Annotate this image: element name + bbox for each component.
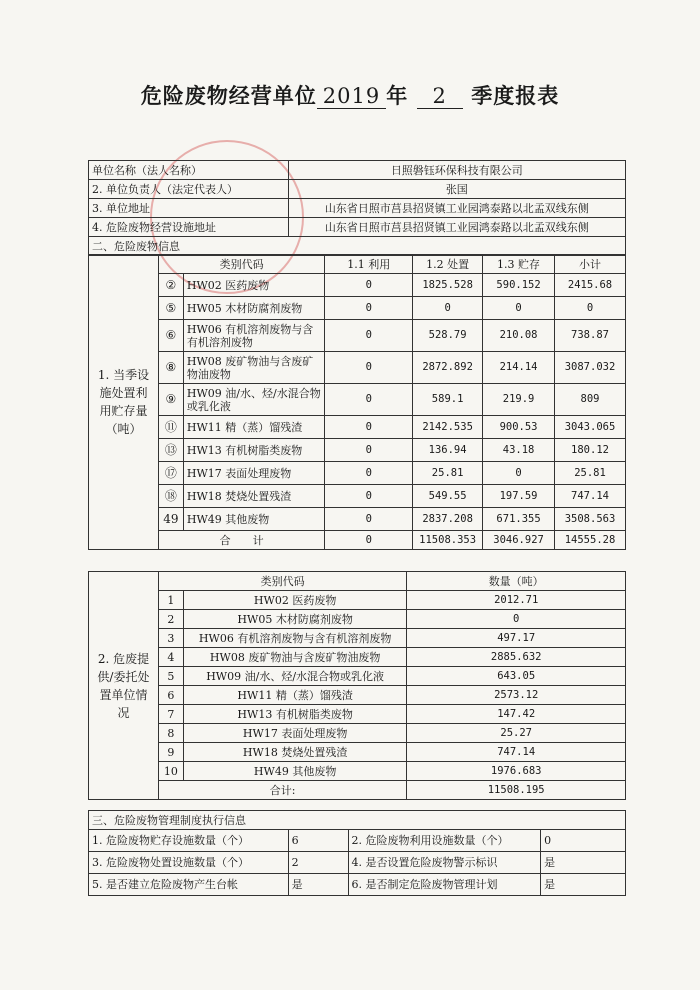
header-dispose: 1.2 处置 <box>413 255 483 274</box>
supply-number: 4 <box>158 648 183 667</box>
store-value: 219.9 <box>483 384 555 416</box>
category-name: HW09 油/水、烃/水混合物或乳化液 <box>183 384 325 416</box>
supply-row <box>89 591 626 610</box>
management-label: 3. 危险废物处置设施数量（个） <box>89 852 289 874</box>
supply-category-name: HW06 有机溶剂废物与含有机溶剂废物 <box>183 629 407 648</box>
dispose-value: 2837.208 <box>413 508 483 531</box>
supply-row <box>89 610 626 629</box>
management-row <box>89 852 626 874</box>
category-name: HW13 有机树脂类废物 <box>183 439 325 462</box>
management-label: 6. 是否制定危险废物管理计划 <box>348 874 541 896</box>
management-value: 是 <box>288 874 348 896</box>
storage-row <box>89 384 626 416</box>
supply-header-qty: 数量（吨） <box>407 572 626 591</box>
basic-value: 张国 <box>288 180 625 199</box>
category-name: HW05 木材防腐剂废物 <box>183 297 325 320</box>
dispose-value: 2142.535 <box>413 416 483 439</box>
category-name: HW08 废矿物油与含废矿物油废物 <box>183 352 325 384</box>
basic-label: 2. 单位负责人（法定代表人） <box>89 180 289 199</box>
supply-total-row <box>89 781 626 800</box>
store-value: 214.14 <box>483 352 555 384</box>
dispose-value: 136.94 <box>413 439 483 462</box>
use-value: 0 <box>325 462 413 485</box>
use-value: 0 <box>325 352 413 384</box>
subtotal-value: 3087.032 <box>555 352 626 384</box>
storage-row <box>89 485 626 508</box>
storage-row <box>89 439 626 462</box>
dispose-value: 1825.528 <box>413 274 483 297</box>
supply-category-name: HW49 其他废物 <box>183 762 407 781</box>
storage-row <box>89 297 626 320</box>
use-value: 0 <box>325 508 413 531</box>
storage-table <box>88 254 626 550</box>
management-label: 2. 危险废物利用设施数量（个） <box>348 830 541 852</box>
storage-side-label: 1. 当季设施处置利用贮存量（吨） <box>89 255 159 550</box>
supply-category-name: HW08 废矿物油与含废矿物油废物 <box>183 648 407 667</box>
storage-row <box>89 320 626 352</box>
management-value: 是 <box>541 874 626 896</box>
management-value: 0 <box>541 830 626 852</box>
store-value: 0 <box>483 297 555 320</box>
use-value: 0 <box>325 274 413 297</box>
total-label: 合 计 <box>158 531 325 550</box>
supply-number: 9 <box>158 743 183 762</box>
supply-category-name: HW02 医药废物 <box>183 591 407 610</box>
supply-qty: 643.05 <box>407 667 626 686</box>
supply-number: 8 <box>158 724 183 743</box>
store-value: 197.59 <box>483 485 555 508</box>
supply-qty: 747.14 <box>407 743 626 762</box>
basic-row <box>89 161 626 180</box>
subtotal-value: 2415.68 <box>555 274 626 297</box>
total-dispose: 11508.353 <box>413 531 483 550</box>
supply-row <box>89 629 626 648</box>
basic-row <box>89 218 626 237</box>
header-use: 1.1 利用 <box>325 255 413 274</box>
supply-total-label: 合计: <box>158 781 407 800</box>
storage-row <box>89 416 626 439</box>
title-year: 2019 <box>317 84 386 109</box>
category-name: HW18 焚烧处置残渣 <box>183 485 325 508</box>
header-category: 类别代码 <box>158 255 325 274</box>
store-value: 671.355 <box>483 508 555 531</box>
subtotal-value: 3508.563 <box>555 508 626 531</box>
management-label: 5. 是否建立危险废物产生台帐 <box>89 874 289 896</box>
supply-side-label: 2. 危废提供/委托处置单位情况 <box>89 572 159 800</box>
management-row <box>89 874 626 896</box>
dispose-value: 549.55 <box>413 485 483 508</box>
supply-number: 3 <box>158 629 183 648</box>
supply-row <box>89 648 626 667</box>
basic-label: 单位名称（法人名称） <box>89 161 289 180</box>
supply-number: 7 <box>158 705 183 724</box>
category-number: ⑤ <box>158 297 183 320</box>
supply-qty: 0 <box>407 610 626 629</box>
storage-row <box>89 352 626 384</box>
basic-label: 3. 单位地址 <box>89 199 289 218</box>
supply-qty: 25.27 <box>407 724 626 743</box>
supply-total-qty: 11508.195 <box>407 781 626 800</box>
use-value: 0 <box>325 416 413 439</box>
category-name: HW02 医药废物 <box>183 274 325 297</box>
management-value: 6 <box>288 830 348 852</box>
supply-category-name: HW11 精（蒸）馏残渣 <box>183 686 407 705</box>
store-value: 900.53 <box>483 416 555 439</box>
section2-row <box>89 237 626 256</box>
use-value: 0 <box>325 485 413 508</box>
subtotal-value: 738.87 <box>555 320 626 352</box>
use-value: 0 <box>325 297 413 320</box>
supply-number: 5 <box>158 667 183 686</box>
title-prefix: 危险废物经营单位 <box>140 83 317 108</box>
title-suffix: 季度报表 <box>471 83 560 108</box>
category-number: ⑥ <box>158 320 183 352</box>
supply-category-name: HW17 表面处理废物 <box>183 724 407 743</box>
supply-qty: 1976.683 <box>407 762 626 781</box>
title-quarter: 2 <box>417 84 463 109</box>
use-value: 0 <box>325 320 413 352</box>
supply-row <box>89 724 626 743</box>
supply-number: 6 <box>158 686 183 705</box>
management-row <box>89 830 626 852</box>
subtotal-value: 809 <box>555 384 626 416</box>
category-number: ⑰ <box>158 462 183 485</box>
supply-row <box>89 705 626 724</box>
dispose-value: 589.1 <box>413 384 483 416</box>
supply-category-name: HW13 有机树脂类废物 <box>183 705 407 724</box>
storage-total-row <box>89 531 626 550</box>
store-value: 210.08 <box>483 320 555 352</box>
supply-qty: 2885.632 <box>407 648 626 667</box>
supply-qty: 147.42 <box>407 705 626 724</box>
store-value: 590.152 <box>483 274 555 297</box>
section3-row <box>89 811 626 830</box>
supply-category-name: HW05 木材防腐剂废物 <box>183 610 407 629</box>
basic-label: 4. 危险废物经营设施地址 <box>89 218 289 237</box>
subtotal-value: 0 <box>555 297 626 320</box>
supply-row <box>89 667 626 686</box>
store-value: 0 <box>483 462 555 485</box>
storage-row <box>89 274 626 297</box>
supply-qty: 2573.12 <box>407 686 626 705</box>
supply-row <box>89 743 626 762</box>
supply-category-name: HW18 焚烧处置残渣 <box>183 743 407 762</box>
supply-header-category: 类别代码 <box>158 572 407 591</box>
report-title <box>0 80 700 110</box>
category-number: 49 <box>158 508 183 531</box>
supply-number: 1 <box>158 591 183 610</box>
supply-number: 10 <box>158 762 183 781</box>
dispose-value: 0 <box>413 297 483 320</box>
management-value: 是 <box>541 852 626 874</box>
dispose-value: 25.81 <box>413 462 483 485</box>
management-table <box>88 810 626 896</box>
category-number: ⑱ <box>158 485 183 508</box>
basic-row <box>89 199 626 218</box>
basic-row <box>89 180 626 199</box>
supply-table <box>88 571 626 800</box>
supply-number: 2 <box>158 610 183 629</box>
section3-title: 三、危险废物管理制度执行信息 <box>89 811 626 830</box>
basic-value: 山东省日照市莒县招贤镇工业园鸿泰路以北孟双线东侧 <box>288 218 625 237</box>
total-use: 0 <box>325 531 413 550</box>
header-store: 1.3 贮存 <box>483 255 555 274</box>
use-value: 0 <box>325 439 413 462</box>
basic-value: 山东省日照市莒县招贤镇工业园鸿泰路以北孟双线东侧 <box>288 199 625 218</box>
category-number: ⑪ <box>158 416 183 439</box>
store-value: 43.18 <box>483 439 555 462</box>
category-name: HW17 表面处理废物 <box>183 462 325 485</box>
storage-row <box>89 508 626 531</box>
supply-row <box>89 686 626 705</box>
header-subtotal: 小计 <box>555 255 626 274</box>
total-store: 3046.927 <box>483 531 555 550</box>
subtotal-value: 25.81 <box>555 462 626 485</box>
storage-header-row <box>89 255 626 274</box>
management-label: 1. 危险废物贮存设施数量（个） <box>89 830 289 852</box>
subtotal-value: 180.12 <box>555 439 626 462</box>
dispose-value: 528.79 <box>413 320 483 352</box>
storage-row <box>89 462 626 485</box>
supply-qty: 2012.71 <box>407 591 626 610</box>
supply-row <box>89 762 626 781</box>
management-value: 2 <box>288 852 348 874</box>
subtotal-value: 747.14 <box>555 485 626 508</box>
category-number: ⑧ <box>158 352 183 384</box>
category-name: HW49 其他废物 <box>183 508 325 531</box>
supply-header-row <box>89 572 626 591</box>
management-label: 4. 是否设置危险废物警示标识 <box>348 852 541 874</box>
category-name: HW06 有机溶剂废物与含有机溶剂废物 <box>183 320 325 352</box>
total-subtotal: 14555.28 <box>555 531 626 550</box>
category-number: ⑬ <box>158 439 183 462</box>
use-value: 0 <box>325 384 413 416</box>
dispose-value: 2872.892 <box>413 352 483 384</box>
supply-qty: 497.17 <box>407 629 626 648</box>
category-number: ② <box>158 274 183 297</box>
subtotal-value: 3043.065 <box>555 416 626 439</box>
section2-title: 二、危险废物信息 <box>89 237 626 256</box>
category-name: HW11 精（蒸）馏残渣 <box>183 416 325 439</box>
supply-category-name: HW09 油/水、烃/水混合物或乳化液 <box>183 667 407 686</box>
category-number: ⑨ <box>158 384 183 416</box>
basic-value: 日照磐钰环保科技有限公司 <box>288 161 625 180</box>
basic-info-table <box>88 160 626 256</box>
title-year-suffix: 年 <box>386 83 409 108</box>
